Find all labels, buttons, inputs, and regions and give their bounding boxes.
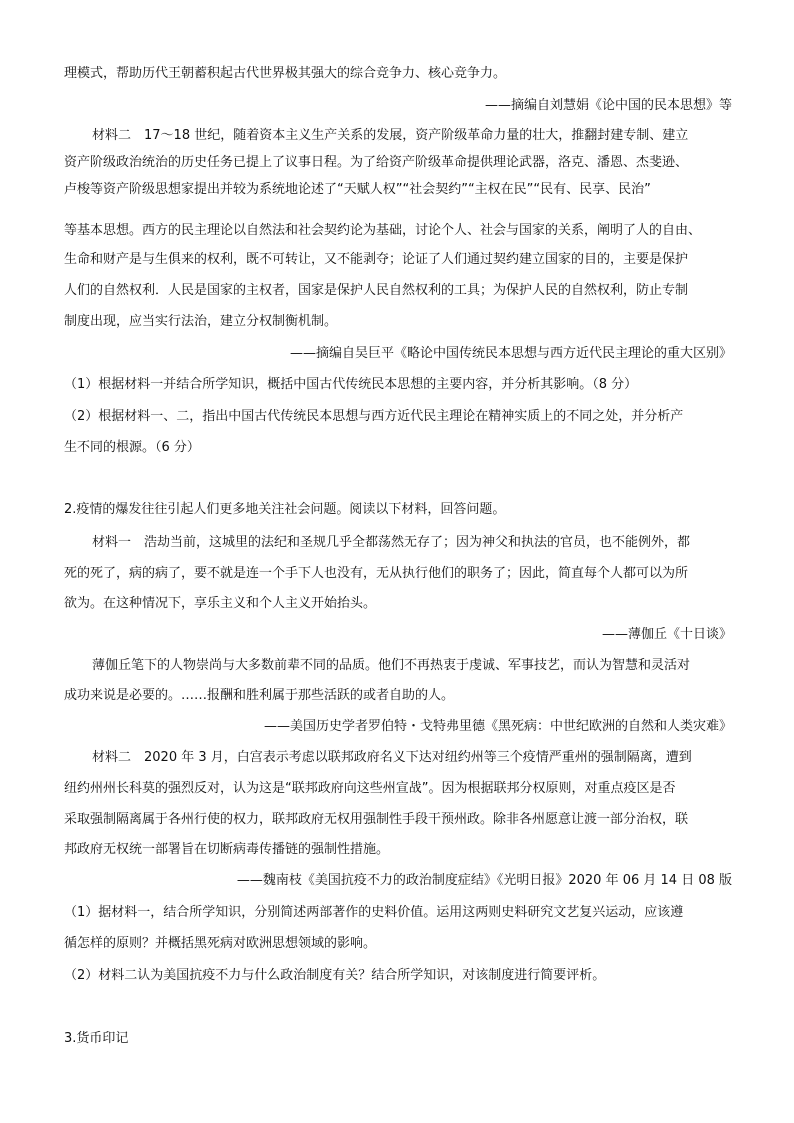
question-heading: 2.疫情的爆发往往引起人们更多地关注社会问题。阅读以下材料，回答问题。 [64, 502, 506, 517]
question-item: 循怎样的原则？并概括黑死病对欧洲思想领域的影响。 [64, 936, 377, 951]
paragraph-line: 邦政府无权统一部署旨在切断病毒传播链的强制性措施。 [64, 842, 390, 857]
question-item: （2）材料二认为美国抗疫不力与什么政治制度有关？结合所学知识，对该制度进行简要评析。 [64, 968, 606, 983]
question-item: （1）根据材料一并结合所学知识，概括中国古代传统民本思想的主要内容，并分析其影响。（8 分） [64, 377, 638, 392]
paragraph-line: 人们的自然权利．人民是国家的主权者，国家是保护人民自然权利的工具；为保护人民的自然权利，防止专制 [64, 283, 689, 298]
paragraph-line: 纽约州州长科莫的强烈反对，认为这是“联邦政府向这些州宣战”。因为根据联邦分权原则，对重点疫区是否 [64, 781, 676, 796]
paragraph-line: 理模式，帮助历代王朝蓄积起古代世界极其强大的综合竞争力、核心竞争力。 [64, 66, 507, 81]
source-citation: ——美国历史学者罗伯特・戈特弗里德《黑死病：中世纪欧洲的自然和人类灾难》 [263, 719, 732, 734]
paragraph-line: 制度出现，应当实行法治，建立分权制衡机制。 [64, 314, 338, 329]
paragraph-line: 生命和财产是与生俱来的权利，既不可转让，又不能剥夺；论证了人们通过契约建立国家的目的，主要是保护 [64, 252, 689, 267]
source-citation: ——摘编自刘慧娟《论中国的民本思想》等 [484, 98, 732, 113]
paragraph-line: 成功来说是必要的。……报酬和胜利属于那些活跃的或者自助的人。 [64, 688, 455, 703]
paragraph-line: 等基本思想。西方的民主理论以自然法和社会契约论为基础，讨论个人、社会与国家的关系，阐明了人的自由、 [64, 223, 702, 238]
question-item: （1）据材料一，结合所学知识，分别简述两部著作的史料价值。运用这两则史料研究文艺复兴运动，应该遵 [64, 905, 684, 920]
source-citation: ——薄伽丘《十日谈》 [601, 627, 732, 642]
paragraph-line: 材料二 2020 年 3 月，白宫表示考虑以联邦政府名义下达对纽约州等三个疫情严重州的强制隔离，遭到 [92, 750, 692, 765]
question-heading: 3.货币印记 [64, 1031, 129, 1046]
paragraph-line: 卢梭等资产阶级思想家提出并较为系统地论述了“天赋人权”“社会契约”“主权在民”“民有、民享、民治” [64, 182, 651, 197]
paragraph-line: 资产阶级政治统治的历史任务已提上了议事日程。为了给资产阶级革命提供理论武器，洛克、潘恩、杰斐逊、 [64, 155, 689, 170]
question-item: （2）根据材料一、二，指出中国古代传统民本思想与西方近代民主理论在精神实质上的不同之处，并分析产 [64, 409, 684, 424]
paragraph-line: 材料二 17～18 世纪，随着资本主义生产关系的发展，资产阶级革命力量的壮大，推翻封建专制、建立 [92, 128, 689, 143]
paragraph-line: 死的死了，病的病了，要不就是连一个手下人也没有，无从执行他们的职务了；因此，简直每个人都可以为所 [64, 566, 689, 581]
paragraph-line: 薄伽丘笔下的人物崇尚与大多数前辈不同的品质。他们不再热衷于虔诚、军事技艺，而认为智慧和灵活对 [92, 658, 691, 673]
source-citation: ——摘编自吴巨平《略论中国传统民本思想与西方近代民主理论的重大区别》 [289, 346, 732, 361]
paragraph-line: 材料一 浩劫当前，这城里的法纪和圣规几乎全都荡然无存了；因为神父和执法的官员，也不能例外，都 [92, 535, 691, 550]
source-citation: ——魏南枝《美国抗疫不力的政治制度症结》《光明日报》2020 年 06 月 14 日 08 版 [236, 873, 732, 888]
question-item: 生不同的根源。（6 分） [64, 440, 200, 455]
paragraph-line: 采取强制隔离属于各州行使的权力，联邦政府无权用强制性手段干预州政。除非各州愿意让渡一部分治权，联 [64, 812, 689, 827]
paragraph-line: 欲为。在这种情况下，享乐主义和个人主义开始抬头。 [64, 596, 377, 611]
